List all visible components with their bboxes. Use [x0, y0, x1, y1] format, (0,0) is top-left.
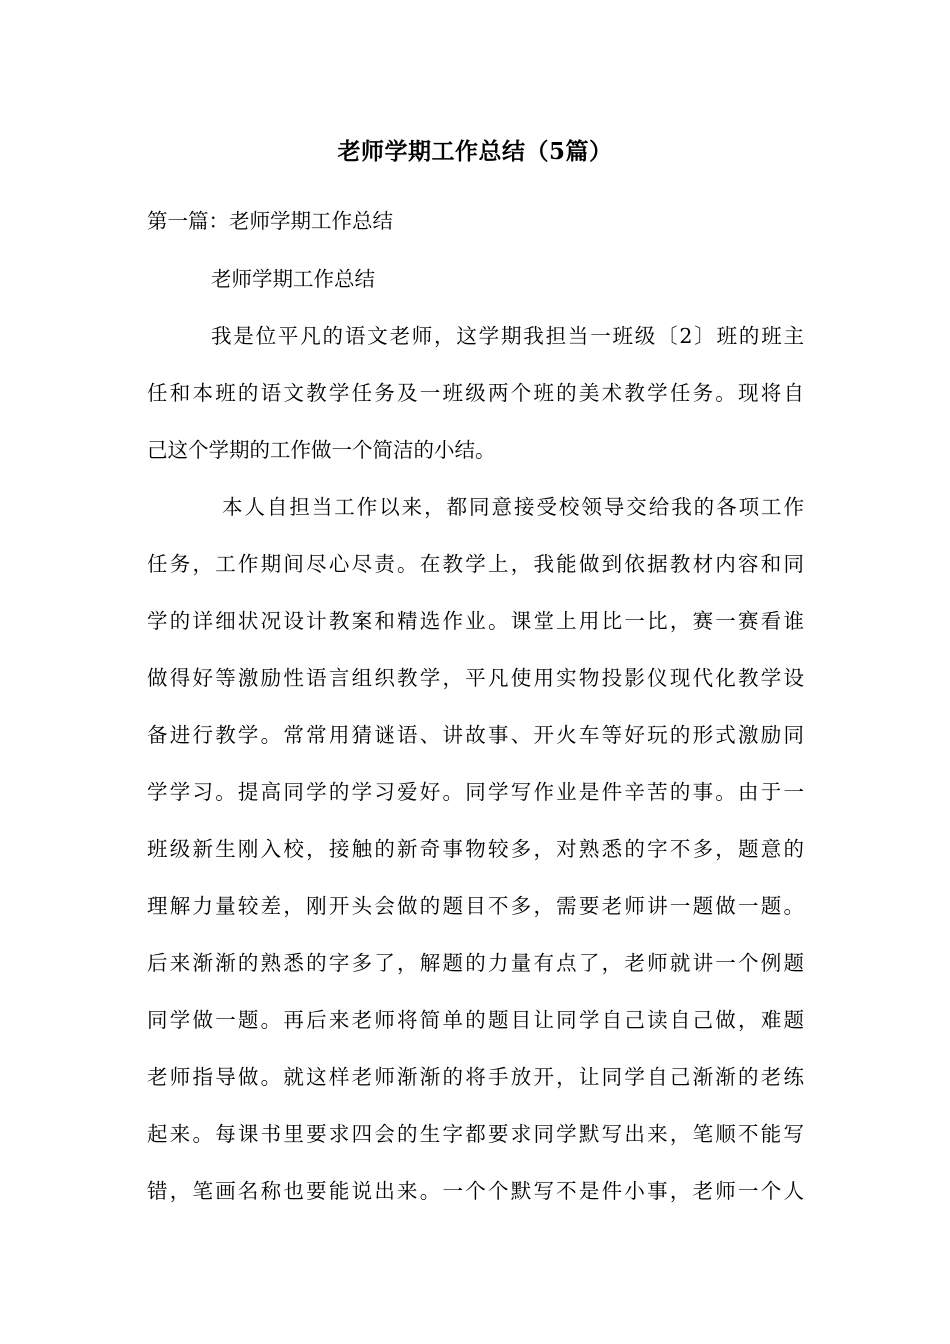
paragraph-line: 任务，工作期间尽心尽责。在教学上，我能做到依据教材内容和同 — [147, 552, 804, 576]
paragraph-line: 班级新生刚入校，接触的新奇事物较多，对熟悉的字不多，题意的 — [147, 837, 804, 861]
paragraph-line: 己这个学期的工作做一个简洁的小结。 — [147, 438, 496, 462]
paragraph-line: 学学习。提高同学的学习爱好。同学写作业是件辛苦的事。由于一 — [147, 780, 804, 804]
subheading: 老师学期工作总结 — [211, 267, 375, 291]
paragraph-line: 本人自担当工作以来，都同意接受校领导交给我的各项工作 — [222, 495, 804, 519]
section-heading: 第一篇：老师学期工作总结 — [147, 209, 393, 233]
paragraph-line: 起来。每课书里要求四会的生字都要求同学默写出来，笔顺不能写 — [147, 1122, 804, 1146]
paragraph-line: 后来渐渐的熟悉的字多了，解题的力量有点了，老师就讲一个例题 — [147, 951, 804, 975]
paragraph-line: 理解力量较差，刚开头会做的题目不多，需要老师讲一题做一题。 — [147, 894, 804, 918]
paragraph-line: 我是位平凡的语文老师，这学期我担当一班级〔2〕班的班主 — [211, 324, 804, 348]
paragraph-line: 任和本班的语文教学任务及一班级两个班的美术教学任务。现将自 — [147, 381, 804, 405]
document-title: 老师学期工作总结（5篇） — [337, 138, 613, 165]
paragraph-line: 错，笔画名称也要能说出来。一个个默写不是件小事，老师一个人 — [147, 1179, 804, 1203]
paragraph-line: 做得好等激励性语言组织教学，平凡使用实物投影仪现代化教学设 — [147, 666, 804, 690]
paragraph-line: 备进行教学。常常用猜谜语、讲故事、开火车等好玩的形式激励同 — [147, 723, 804, 747]
paragraph-line: 老师指导做。就这样老师渐渐的将手放开，让同学自己渐渐的老练 — [147, 1065, 804, 1089]
paragraph-line: 同学做一题。再后来老师将简单的题目让同学自己读自己做，难题 — [147, 1008, 804, 1032]
paragraph-line: 学的详细状况设计教案和精选作业。课堂上用比一比，赛一赛看谁 — [147, 609, 804, 633]
